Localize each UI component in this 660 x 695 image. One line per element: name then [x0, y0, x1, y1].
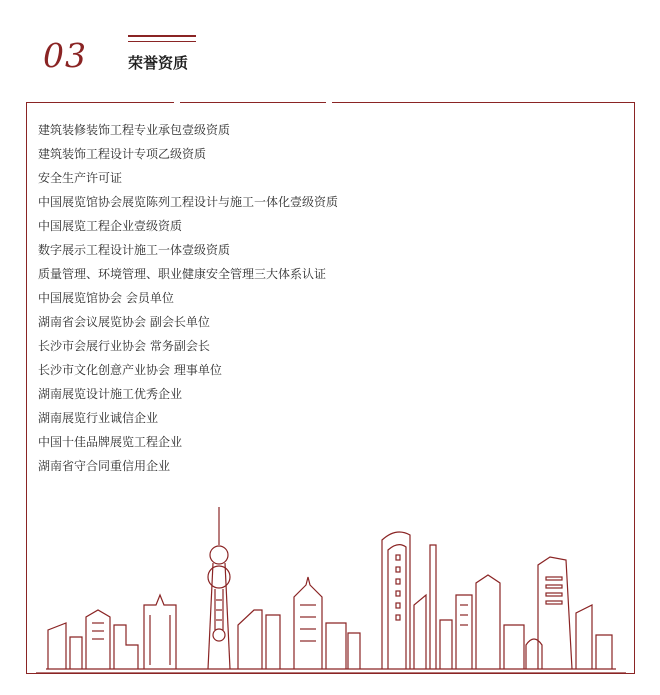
list-item: 湖南展览设计施工优秀企业	[38, 387, 183, 401]
section-title: 荣誉资质	[128, 54, 189, 72]
title-divider	[128, 35, 196, 37]
list-item: 湖南展览行业诚信企业	[38, 411, 159, 425]
city-skyline-illustration	[26, 505, 635, 677]
list-item: 长沙市文化创意产业协会 理事单位	[38, 363, 222, 377]
list-item: 湖南省会议展览协会 副会长单位	[38, 315, 210, 329]
title-divider-thin	[128, 41, 196, 42]
list-item: 湖南省守合同重信用企业	[38, 459, 171, 473]
list-item: 中国展览馆协会展览陈列工程设计与施工一体化壹级资质	[38, 195, 339, 209]
list-item: 安全生产许可证	[38, 171, 123, 185]
list-item: 中国展览馆协会 会员单位	[38, 291, 174, 305]
frame-gap	[326, 100, 332, 105]
list-item: 中国十佳品牌展览工程企业	[38, 435, 183, 449]
list-item: 长沙市会展行业协会 常务副会长	[38, 339, 210, 353]
frame-gap	[174, 100, 180, 105]
list-item: 建筑装饰工程设计专项乙级资质	[38, 147, 207, 161]
list-item: 建筑装修装饰工程专业承包壹级资质	[38, 123, 231, 137]
list-item: 数字展示工程设计施工一体壹级资质	[38, 243, 231, 257]
list-item: 中国展览工程企业壹级资质	[38, 219, 183, 233]
honors-list	[38, 118, 338, 478]
section-number: 03	[43, 36, 87, 75]
list-item: 质量管理、环境管理、职业健康安全管理三大体系认证	[38, 267, 327, 281]
